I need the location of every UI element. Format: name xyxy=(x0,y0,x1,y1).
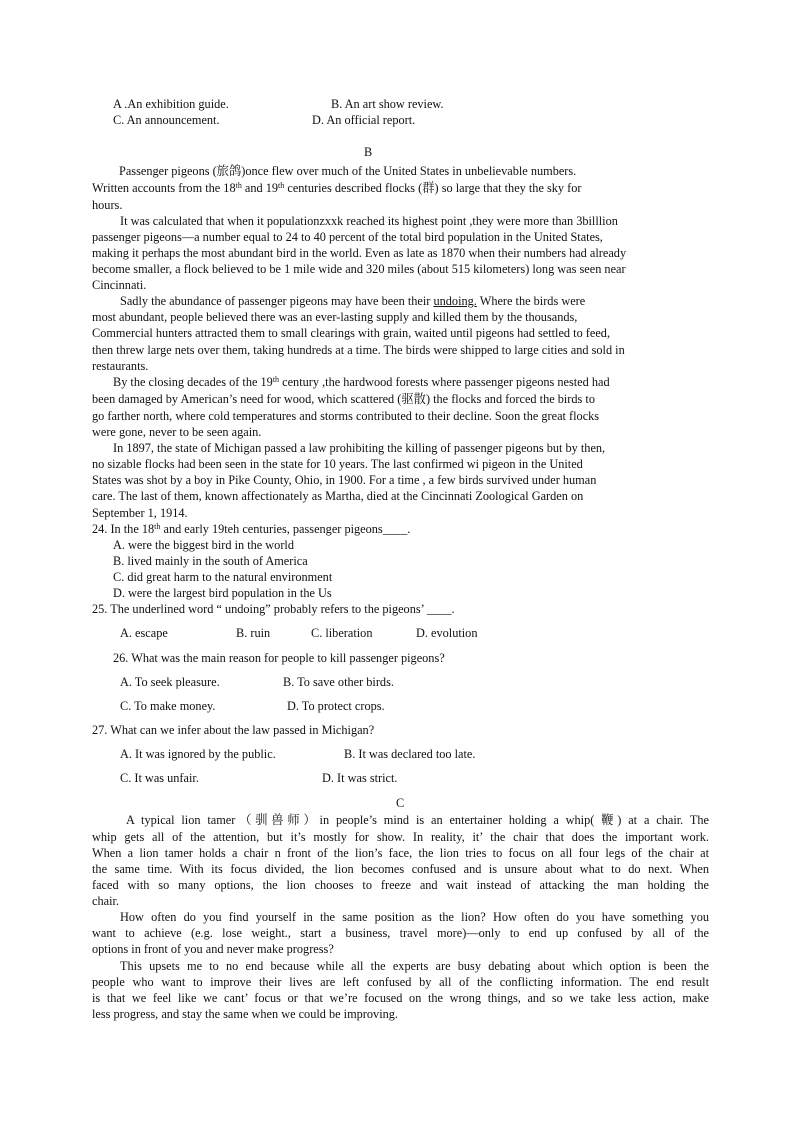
passage-c-p3-line1: This upsets me to no end because while all the experts are busy debating about which option is been the xyxy=(120,959,709,973)
passage-b-p5-line3: States was shot by a boy in Pike County, Ohio, in 1900. For a time , a few birds survived under human xyxy=(92,473,597,487)
question-27-option-a: A. It was ignored by the public. xyxy=(120,747,276,761)
passage-b-p5-line5: September 1, 1914. xyxy=(92,506,188,520)
question-26-option-d: D. To protect crops. xyxy=(287,699,385,713)
passage-b-p3-line4: then threw large nets over them, taking hundreds at a time. The birds were shipped to large cities and sold in xyxy=(92,343,625,357)
passage-c-p3-line2: people who want to improve their lives are left confused by all of the conflicting information. The end result xyxy=(92,975,709,989)
question-26-option-a: A. To seek pleasure. xyxy=(120,675,220,689)
passage-c-p3-line4: less progress, and stay the same when we could be improving. xyxy=(92,1007,398,1021)
passage-c-p2-line2: want to achieve (e.g. lose weight., start a business, travel more)—only to end up confused by all of the xyxy=(92,926,709,940)
question-25-option-c: C. liberation xyxy=(311,626,373,640)
prev-option-d: D. An official report. xyxy=(312,113,416,127)
passage-b-p3-line5: restaurants. xyxy=(92,359,149,373)
question-24-option-b: B. lived mainly in the south of America xyxy=(113,554,308,568)
question-25-option-a: A. escape xyxy=(120,626,168,640)
passage-c-p2-line3: options in front of you and never make progress? xyxy=(92,942,334,956)
passage-b-p1-line3: hours. xyxy=(92,198,123,212)
passage-b-p5-line1: In 1897, the state of Michigan passed a law prohibiting the killing of passenger pigeons but by then, xyxy=(113,441,606,455)
passage-b-p3-line2: most abundant, people believed there was an ever-lasting supply and killed them by the thousands, xyxy=(92,310,578,324)
question-25-stem: 25. The underlined word “ undoing” probably refers to the pigeons’ ____. xyxy=(92,602,455,616)
question-25-option-b: B. ruin xyxy=(236,626,271,640)
question-27-option-d: D. It was strict. xyxy=(322,771,398,785)
passage-b-p2-line5: Cincinnati. xyxy=(92,278,147,292)
passage-b-p3-line3: Commercial hunters attracted them to small clearings with grain, waited until pigeons had settled to feed, xyxy=(92,326,611,340)
question-26-stem: 26. What was the main reason for people to kill passenger pigeons? xyxy=(113,651,445,665)
passage-b-p1-line2: Written accounts from the 18th and 19th centuries described flocks (群) so large that they the sky for xyxy=(92,181,582,195)
passage-b-p4-line4: were gone, never to be seen again. xyxy=(92,425,262,439)
passage-c-p3-line3: is that we feel like we cant’ focus or that we’re focused on the wrong things, and so we take less action, make xyxy=(92,991,709,1005)
question-26-option-b: B. To save other birds. xyxy=(283,675,394,689)
underlined-word-undoing: undoing. xyxy=(433,294,477,308)
question-24-stem: 24. In the 18th and early 19teh centuries, passenger pigeons____. xyxy=(92,522,411,536)
question-26-option-c: C. To make money. xyxy=(120,699,216,713)
passage-b-p4-line2: been damaged by American’s need for wood, which scattered (驱散) the flocks and forced the birds to xyxy=(92,392,595,406)
question-24-option-d: D. were the largest bird population in the Us xyxy=(113,586,332,600)
passage-c-p2-line1: How often do you find yourself in the same position as the lion? How often do you have something you xyxy=(120,910,709,924)
passage-b-p5-line4: care. The last of them, known affectionately as Martha, died at the Cincinnati Zoological Garden on xyxy=(92,489,584,503)
prev-option-b: B. An art show review. xyxy=(331,97,444,111)
question-27-option-c: C. It was unfair. xyxy=(120,771,199,785)
passage-c-p1-line2: whip gets all of the attention, but it’s mostly for show. In reality, it’ the chair that does the important work. xyxy=(92,830,709,844)
passage-b-p3-line1: Sadly the abundance of passenger pigeons may have been their undoing. Where the birds were xyxy=(120,294,586,308)
passage-b-p2-line3: making it perhaps the most abundant bird in the world. Even as late as 1870 when their numbers had already xyxy=(92,246,627,260)
prev-option-a: A .An exhibition guide. xyxy=(113,97,229,111)
question-24-option-a: A. were the biggest bird in the world xyxy=(113,538,294,552)
passage-c-p1-line5: faced with so many options, the lion chooses to freeze and wait instead of attacking the man holding the xyxy=(92,878,709,892)
question-27-option-b: B. It was declared too late. xyxy=(344,747,476,761)
passage-c-p1-line6: chair. xyxy=(92,894,119,908)
question-24-option-c: C. did great harm to the natural environment xyxy=(113,570,333,584)
passage-c-p1-line3: When a lion tamer holds a chair n front of the lion’s face, the lion tries to focus on all four legs of the chair at xyxy=(92,846,709,860)
passage-c-label: C xyxy=(396,796,405,810)
passage-b-p1-line1: Passenger pigeons (旅鸽)once flew over much of the United States in unbelievable numbers. xyxy=(119,164,577,178)
passage-b-label: B xyxy=(364,145,373,159)
passage-b-p2-line1: It was calculated that when it populationzxxk reached its highest point ,they were more than 3billlion xyxy=(120,214,618,228)
question-25-option-d: D. evolution xyxy=(416,626,478,640)
passage-c-p1-line4: the same time. With its focus divided, the lion becomes confused and is unsure about what to do next. When xyxy=(92,862,709,876)
passage-b-p2-line2: passenger pigeons—a number equal to 24 to 40 percent of the total bird population in the United States, xyxy=(92,230,603,244)
passage-b-p2-line4: become smaller, a flock believed to be 1 mile wide and 320 miles (about 515 kilometers) long was seen near xyxy=(92,262,626,276)
passage-c-p1-line1: A typical lion tamer（驯兽师）in people’s mind is an entertainer holding a whip( 鞭) at a chair. The xyxy=(126,813,709,827)
question-27-stem: 27. What can we infer about the law passed in Michigan? xyxy=(92,723,375,737)
passage-b-p4-line1: By the closing decades of the 19th century ,the hardwood forests where passenger pigeons nested had xyxy=(113,375,610,389)
prev-option-c: C. An announcement. xyxy=(113,113,220,127)
passage-b-p4-line3: go farther north, where cold temperatures and storms contributed to their decline. Soon the great flocks xyxy=(92,409,600,423)
passage-b-p5-line2: no sizable flocks had been seen in the state for 10 years. The last confirmed wi pigeon in the United xyxy=(92,457,583,471)
